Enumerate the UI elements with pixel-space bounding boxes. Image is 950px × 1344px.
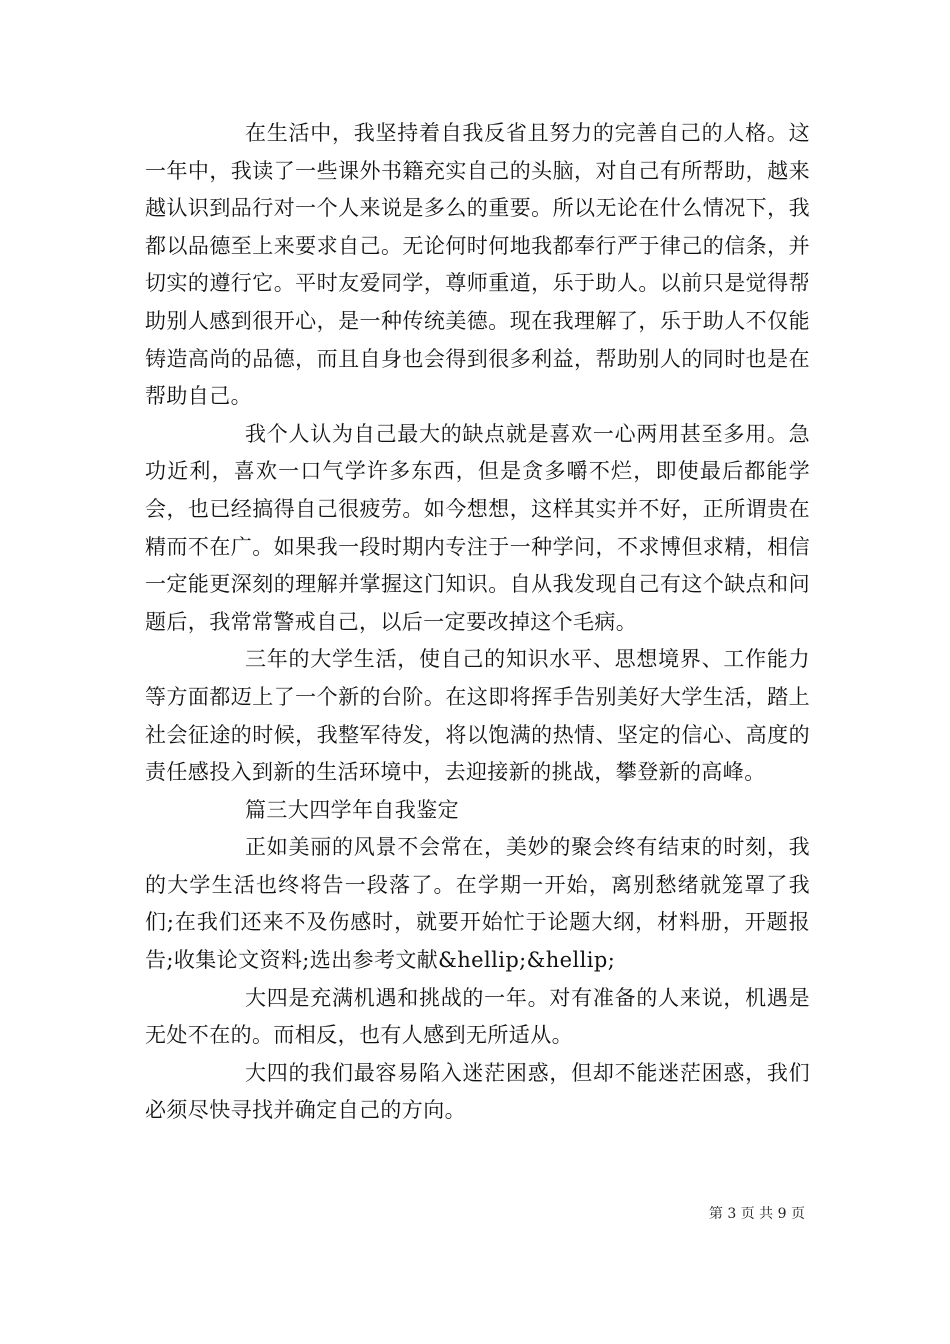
- section-paragraph-2: 大四是充满机遇和挑战的一年。对有准备的人来说，机遇是无处不在的。而相反，也有人感到无所适从。: [145, 985, 810, 1048]
- document-body: [145, 115, 810, 1130]
- paragraph-2: 我个人认为自己最大的缺点就是喜欢一心两用甚至多用。急功近利，喜欢一口气学许多东西，但是贪多嚼不烂，即使最后都能学会，也已经搞得自己很疲劳。如今想想，这样其实并不好，正所谓贵在精而不在广。如果我一段时期内专注于一种学问，不求博但求精，相信一定能更深刻的理解并掌握这门知识。自从我发现自己有这个缺点和问题后，我常常警戒自己，以后一定要改掉这个毛病。: [145, 421, 810, 634]
- section-paragraph-3: 大四的我们最容易陷入迷茫困惑，但却不能迷茫困惑，我们必须尽快寻找并确定自己的方向。: [145, 1060, 810, 1123]
- paragraph-3: 三年的大学生活，使自己的知识水平、思想境界、工作能力等方面都迈上了一个新的台阶。在这即将挥手告别美好大学生活，踏上社会征途的时候，我整军待发，将以饱满的热情、坚定的信心、高度的责任感投入到新的生活环境中，去迎接新的挑战，攀登新的高峰。: [145, 647, 810, 785]
- section-heading: 篇三大四学年自我鉴定: [245, 797, 459, 822]
- page-number-footer: 第 3 页 共 9 页: [708, 1206, 805, 1222]
- paragraph-1: 在生活中，我坚持着自我反省且努力的完善自己的人格。这一年中，我读了一些课外书籍充实自己的头脑，对自己有所帮助，越来越认识到品行对一个人来说是多么的重要。所以无论在什么情况下，我都以品德至上来要求自己。无论何时何地我都奉行严于律己的信条，并切实的遵行它。平时友爱同学，尊师重道，乐于助人。以前只是觉得帮助别人感到很开心，是一种传统美德。现在我理解了，乐于助人不仅能铸造高尚的品德，而且自身也会得到很多利益，帮助别人的同时也是在帮助自己。: [145, 121, 810, 409]
- section-paragraph-1: 正如美丽的风景不会常在，美妙的聚会终有结束的时刻，我的大学生活也终将告一段落了。在学期一开始，离别愁绪就笼罩了我们;在我们还来不及伤感时，就要开始忙于论题大纲，材料册，开题报告;收集论文资料;选出参考文献&hellip;&hellip;: [145, 835, 810, 973]
